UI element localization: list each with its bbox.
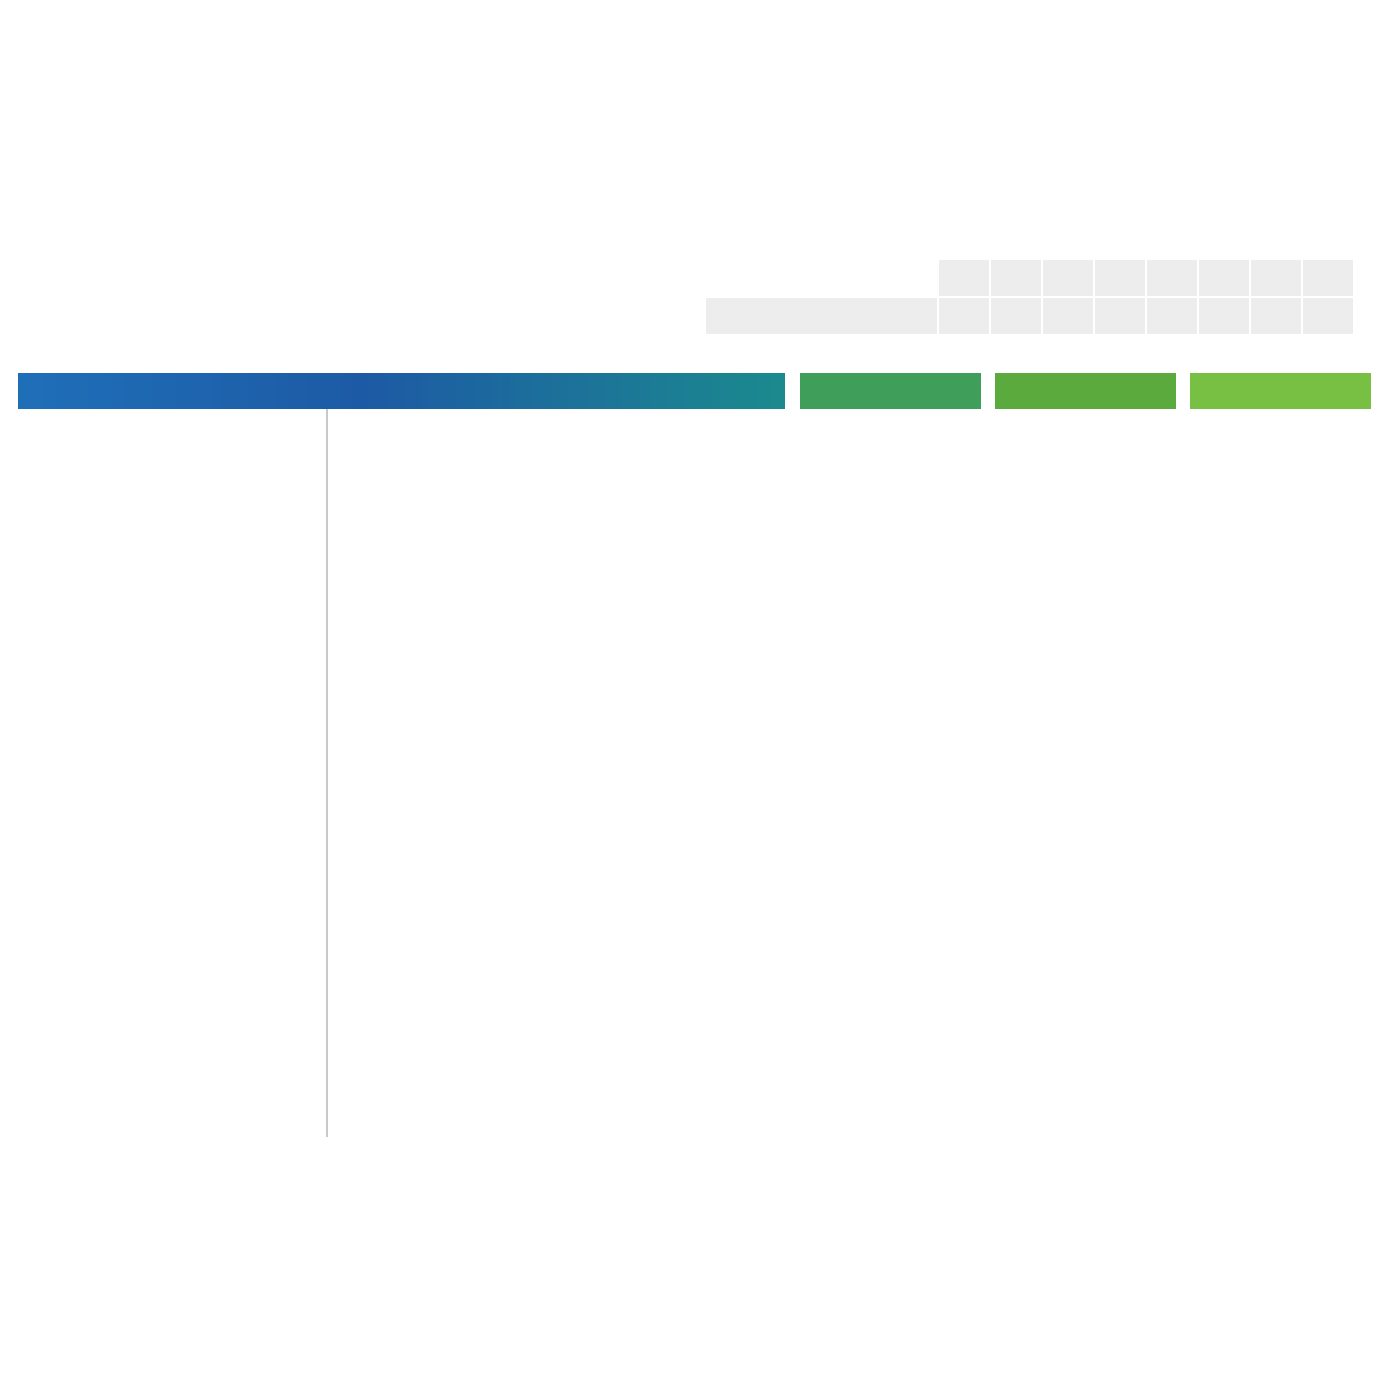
dim-header (1095, 260, 1145, 296)
dim-header (991, 260, 1041, 296)
dim-value (991, 298, 1041, 334)
dimension-model-label (706, 298, 937, 334)
column-divider (326, 409, 328, 1137)
product-header-bt3000 (1190, 373, 1371, 409)
dim-header (1199, 260, 1249, 296)
model-header (18, 373, 785, 409)
dimension-header-row (706, 260, 1353, 296)
product-header-bt2500 (995, 373, 1176, 409)
dim-value (1251, 298, 1301, 334)
dim-value (1303, 298, 1353, 334)
dim-value (1199, 298, 1249, 334)
dimension-unit (706, 260, 937, 296)
dim-header (1043, 260, 1093, 296)
dim-value (939, 298, 989, 334)
dim-header (1147, 260, 1197, 296)
product-header-bt2000 (800, 373, 981, 409)
dim-header (1303, 260, 1353, 296)
dimension-value-row (706, 298, 1353, 334)
dim-header (1251, 260, 1301, 296)
dimension-table (704, 258, 1355, 336)
dim-value (1147, 298, 1197, 334)
dim-header (939, 260, 989, 296)
dim-value (1095, 298, 1145, 334)
dim-value (1043, 298, 1093, 334)
